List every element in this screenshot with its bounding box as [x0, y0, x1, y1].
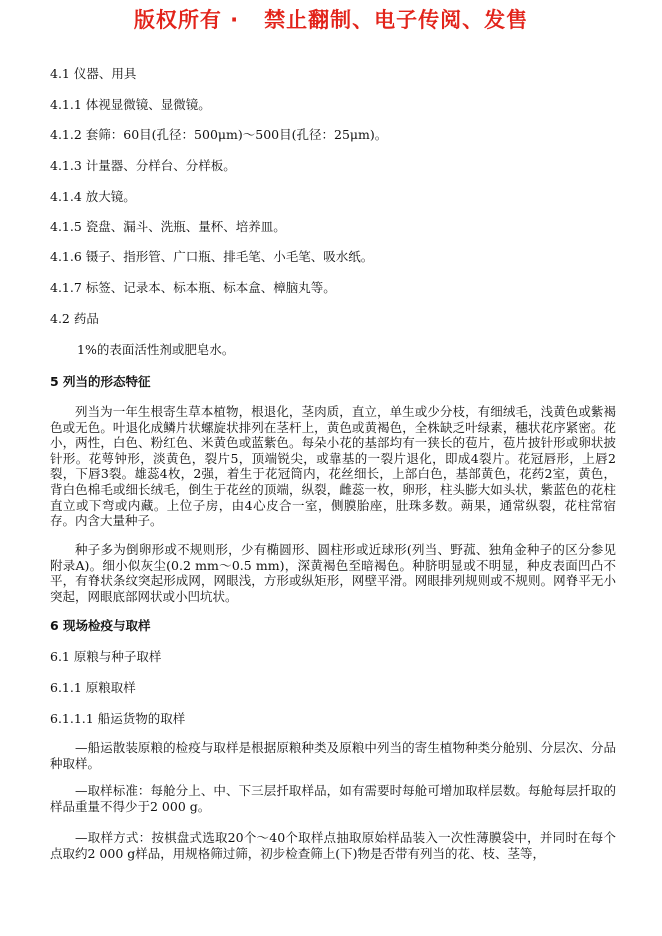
- item-4-1-5: 4.1.5 瓷盘、漏斗、洗瓶、量杯、培养皿。: [50, 219, 286, 234]
- item-4-1-1: 4.1.1 体视显微镜、显微镜。: [50, 97, 211, 112]
- section-6-1-1-1-heading: 6.1.1.1 船运货物的取样: [50, 711, 186, 726]
- section-6-1-heading: 6.1 原粮与种子取样: [50, 649, 162, 664]
- section-4-2-heading: 4.2 药品: [50, 311, 99, 326]
- section-6-1-1-heading: 6.1.1 原粮取样: [50, 680, 136, 695]
- item-4-1-4: 4.1.4 放大镜。: [50, 189, 136, 204]
- section-6-paragraph-1: —船运散装原粮的检疫与取样是根据原粮种类及原粮中列当的寄生植物种类分舱别、分层次、分品种取样。: [50, 740, 616, 771]
- section-6-paragraph-2: —取样标准：每舱分上、中、下三层扦取样品，如有需要时每舱可增加取样层数。每舱每层扦取的样品重量不得少于2 000 g。: [50, 783, 616, 814]
- section-5-paragraph-1: 列当为一年生根寄生草本植物，根退化，茎肉质，直立，单生或少分枝，有细绒毛，浅黄色或紫褐色或无色。叶退化成鳞片状螺旋状排列在茎杆上，黄色或黄褐色，全株缺乏叶绿素，穗状花序紧密。花小，两性，白色、粉红色、米黄色或蓝紫色。每朵小花的基部均有一狭长的苞片，苞片披针形或卵状披针形。花萼钟形，淡黄色，裂片5，顶端锐尖，或靠基的一裂片退化，即成4裂片。花冠唇形，上唇2裂，下唇3裂。雄蕊4枚，2强，着生于花冠筒内，花丝细长，上部白色，基部黄色，花药2室，黄色，背白色棉毛或细长绒毛，倒生于花丝的顶端，纵裂，雌蕊一枚，卵形，柱头膨大如头状，紫蓝色的花柱直立或下弯或内藏。上位子房，由4心皮合一室，侧膜胎座，肚珠多数。蒴果，通常纵裂，花柱常宿存。内含大量种子。: [50, 404, 616, 529]
- item-4-1-2: 4.1.2 套筛：60目(孔径：500μm)～500目(孔径：25μm)。: [50, 127, 388, 142]
- section-6-paragraph-3: —取样方式：按棋盘式选取20个～40个取样点抽取原始样品装入一次性薄膜袋中，并同时在每个点取约2 000 g样品，用规格筛过筛，初步检查筛上(下)物是否带有列当的花、枝、茎等，: [50, 830, 616, 861]
- section-4-1-heading: 4.1 仪器、用具: [50, 66, 137, 81]
- item-4-2-reagent: 1%的表面活性剂或肥皂水。: [77, 342, 235, 357]
- copyright-banner: 版权所有 · 禁止翻制、电子传阅、发售: [133, 8, 529, 32]
- item-4-1-7: 4.1.7 标签、记录本、标本瓶、标本盒、樟脑丸等。: [50, 280, 336, 295]
- item-4-1-3: 4.1.3 计量器、分样台、分样板。: [50, 158, 236, 173]
- section-5-paragraph-2: 种子多为倒卵形或不规则形，少有椭圆形、圆柱形或近球形(列当、野菰、独角金种子的区分参见附录A)。细小似灰尘(0.2 mm～0.5 mm)，深黄褐色至暗褐色。种脐明显或不明显，种皮表面凹凸不平，有脊状条纹突起形成网，网眼浅，方形或纵矩形，网壁平滑。网眼排列规则或不规则。网脊平无小突起，网眼底部网状或小凹坑状。: [50, 542, 616, 604]
- section-6-heading: 6 现场检疫与取样: [50, 618, 151, 633]
- section-5-heading: 5 列当的形态特征: [50, 374, 151, 389]
- item-4-1-6: 4.1.6 镊子、指形管、广口瓶、排毛笔、小毛笔、吸水纸。: [50, 249, 374, 264]
